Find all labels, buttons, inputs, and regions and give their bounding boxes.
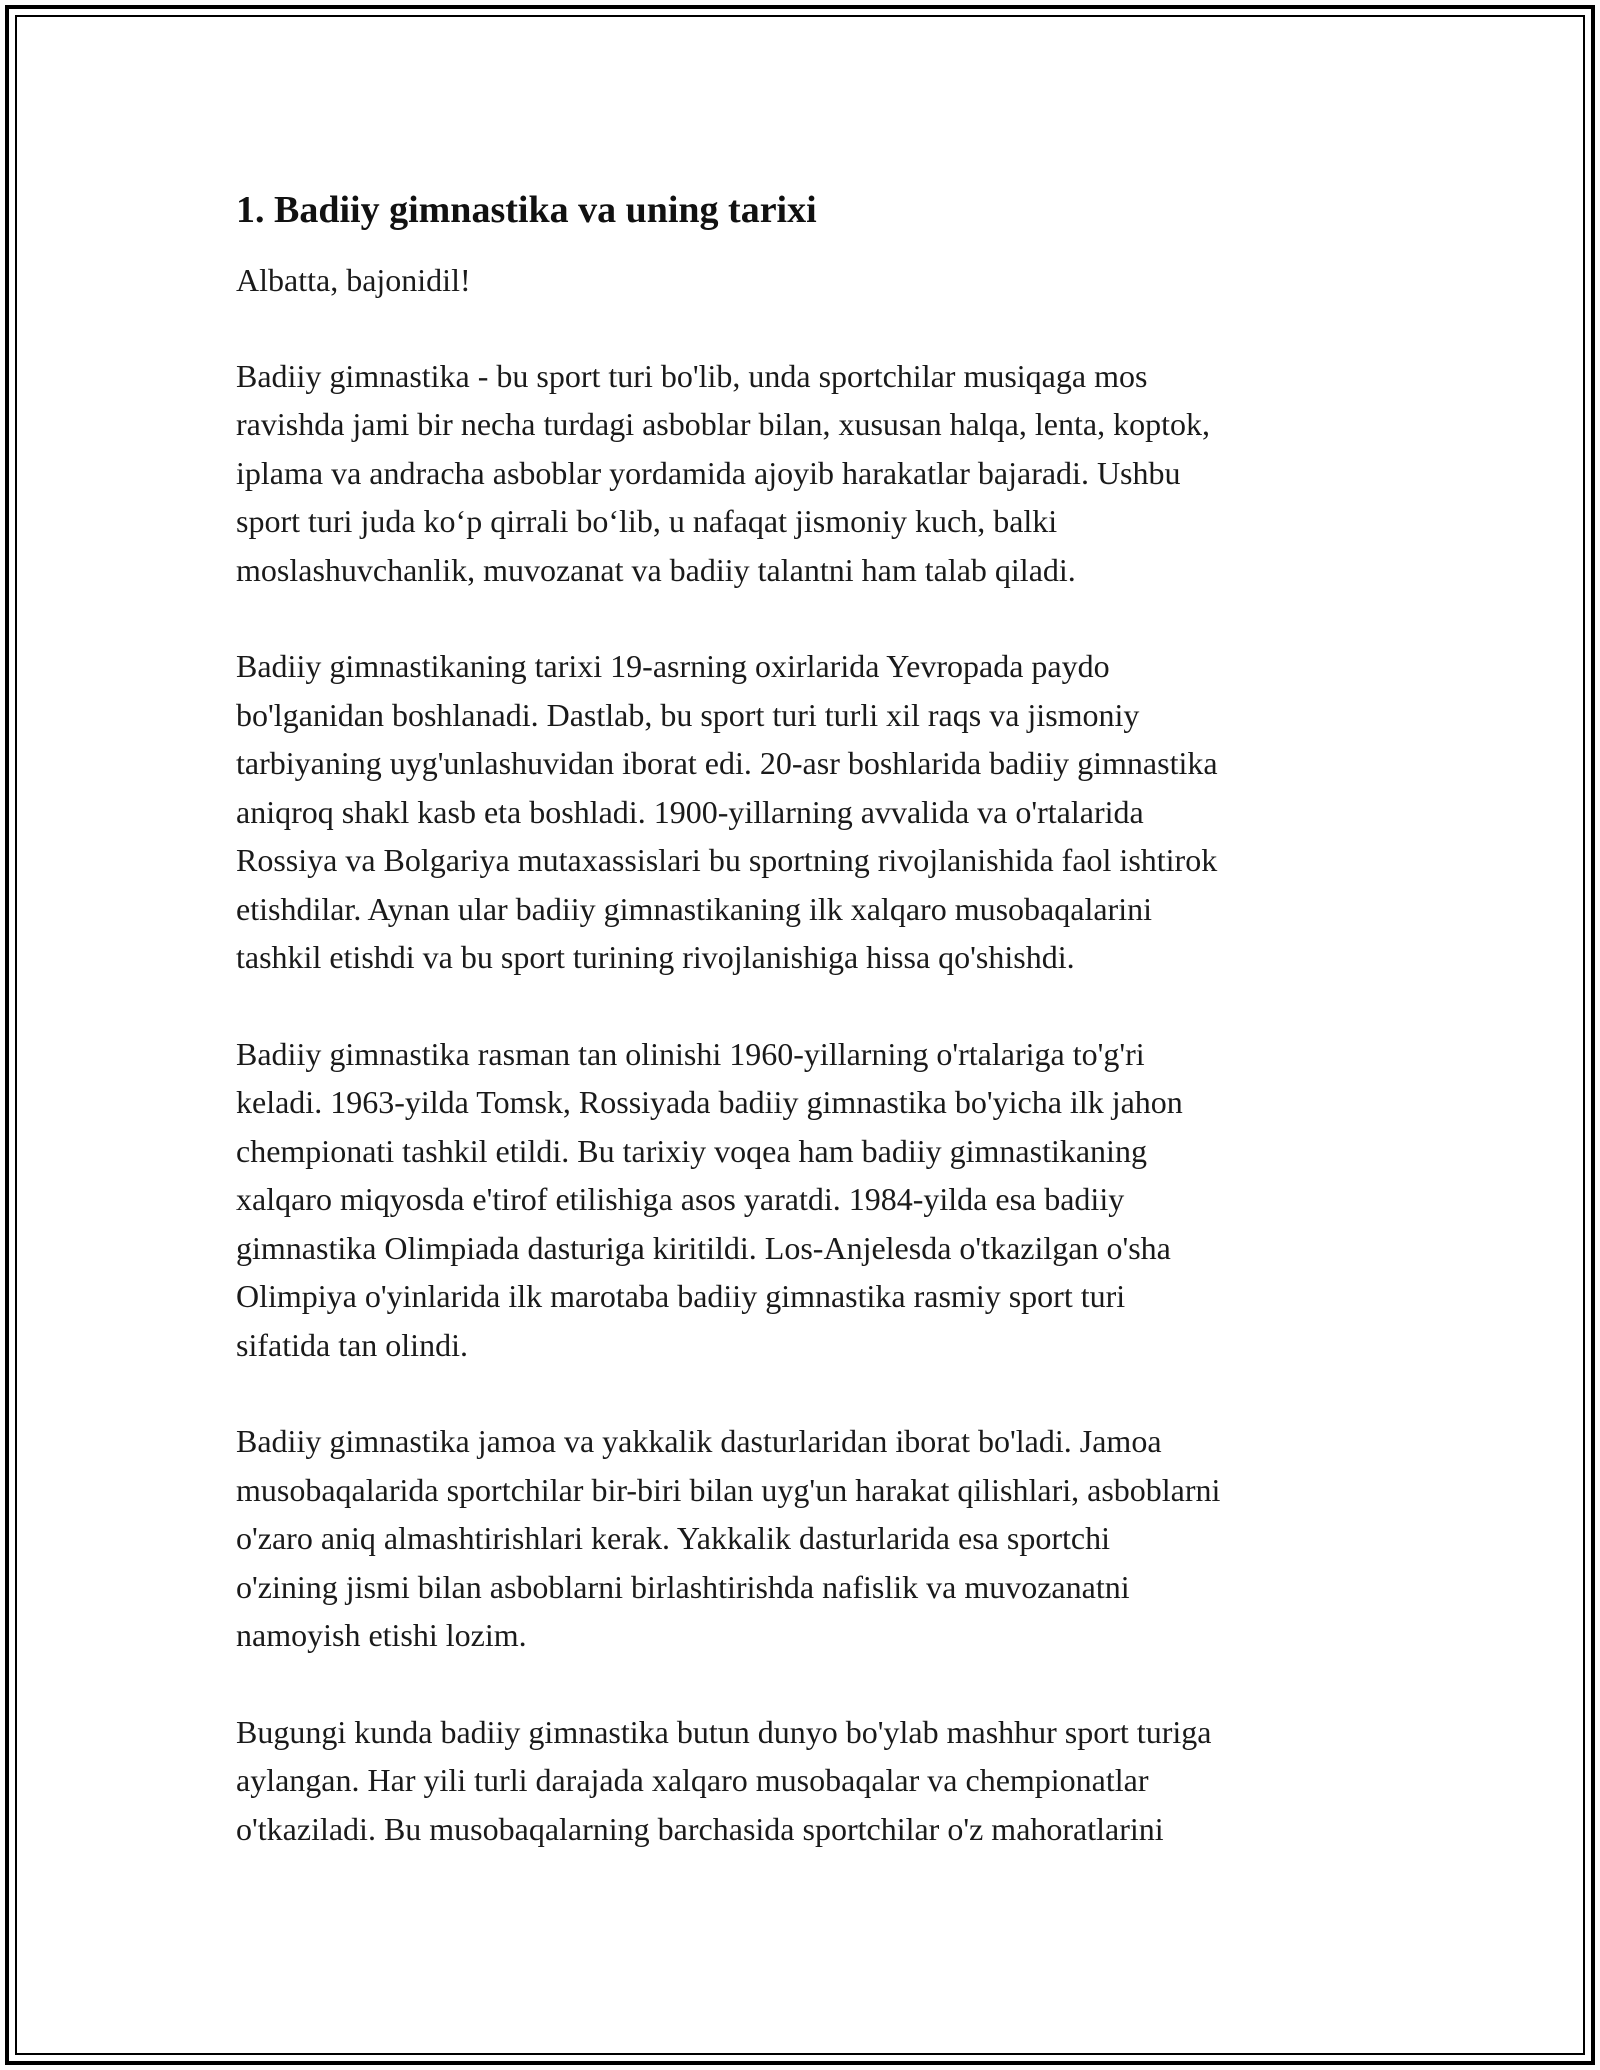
body-paragraph [236,352,1386,595]
paragraph-line: sport turi juda ko‘p qirrali bo‘lib, u nafaqat jismoniy kuch, balki [236,503,1058,539]
paragraph-line: etishdilar. Aynan ular badiiy gimnastikaning ilk xalqaro musobaqalarini [236,890,1152,927]
paragraph-line: o'zining jismi bilan asboblarni birlashtirishda nafislik va muvozanatni [236,1568,1130,1605]
paragraph-line: chempionati tashkil etildi. Bu tarixiy voqea ham badiiy gimnastikaning [236,1132,1147,1169]
paragraph-line: o'tkaziladi. Bu musobaqalarning barchasida sportchilar o'z mahoratlarini [236,1810,1164,1847]
paragraph-line: Badiiy gimnastika rasman tan olinishi 1960-yillarning o'rtalariga to'g'ri [236,1035,1145,1072]
paragraph-line: o'zaro aniq almashtirishlari kerak. Yakkalik dasturlarida esa sportchi [236,1520,1110,1556]
paragraph-line: Badiiy gimnastika - bu sport turi bo'lib, unda sportchilar musiqaga mos [236,357,1148,394]
paragraph-line: Bugungi kunda badiiy gimnastika butun dunyo bo'ylab mashhur sport turiga [236,1713,1212,1750]
paragraph-line: tashkil etishdi va bu sport turining rivojlanishiga hissa qo'shishdi. [236,939,1075,975]
paragraph-line: sifatida tan olindi. [236,1326,468,1363]
body-paragraph [236,1030,1386,1370]
paragraphs-container [236,352,1386,1854]
body-paragraph [236,1708,1386,1854]
paragraph-line: ravishda jami bir necha turdagi asboblar bilan, xususan halqa, lenta, koptok, [236,406,1210,442]
body-paragraph [236,1417,1386,1660]
paragraph-line: keladi. 1963-yilda Tomsk, Rossiyada badiiy gimnastika bo'yicha ilk jahon [236,1084,1183,1120]
paragraph-line: iplama va andracha asboblar yordamida ajoyib harakatlar bajaradi. Ushbu [236,454,1181,491]
paragraph-line: Badiiy gimnastikaning tarixi 19-asrning oxirlarida Yevropada paydo [236,648,1110,684]
paragraph-line: Olimpiya o'yinlarida ilk marotaba badiiy gimnastika rasmiy sport turi [236,1278,1126,1314]
paragraph-line: Badiiy gimnastika jamoa va yakkalik dasturlaridan iborat bo'ladi. Jamoa [236,1423,1162,1459]
paragraph-line: moslashuvchanlik, muvozanat va badiiy talantni ham talab qiladi. [236,551,1076,588]
paragraph-line: aylangan. Har yili turli darajada xalqaro musobaqalar va chempionatlar [236,1762,1149,1798]
document-title: 1. Badiiy gimnastika va uning tarixi [236,189,817,231]
paragraph-line: musobaqalarida sportchilar bir-biri bilan uyg'un harakat qilishlari, asboblarni [236,1471,1221,1508]
paragraph-line: aniqroq shakl kasb eta boshladi. 1900-yillarning avvalida va o'rtalarida [236,793,1144,830]
body-paragraph [236,642,1386,982]
paragraph-line: tarbiyaning uyg'unlashuvidan iborat edi. 20-asr boshlarida badiiy gimnastika [236,745,1218,781]
paragraph-line: xalqaro miqyosda e'tirof etilishiga asos yaratdi. 1984-yilda esa badiiy [236,1181,1125,1217]
paragraph-line: bo'lganidan boshlanadi. Dastlab, bu sport turi turli xil raqs va jismoniy [236,696,1140,733]
document-body [236,186,1386,1901]
paragraph-line: namoyish etishi lozim. [236,1617,527,1653]
paragraph-line: Rossiya va Bolgariya mutaxassislari bu sportning rivojlanishida faol ishtirok [236,842,1218,878]
paragraph-line: gimnastika Olimpiada dasturiga kiritildi. Los-Anjelesda o'tkazilgan o'sha [236,1229,1171,1266]
intro-paragraph: Albatta, bajonidil! [236,262,471,298]
